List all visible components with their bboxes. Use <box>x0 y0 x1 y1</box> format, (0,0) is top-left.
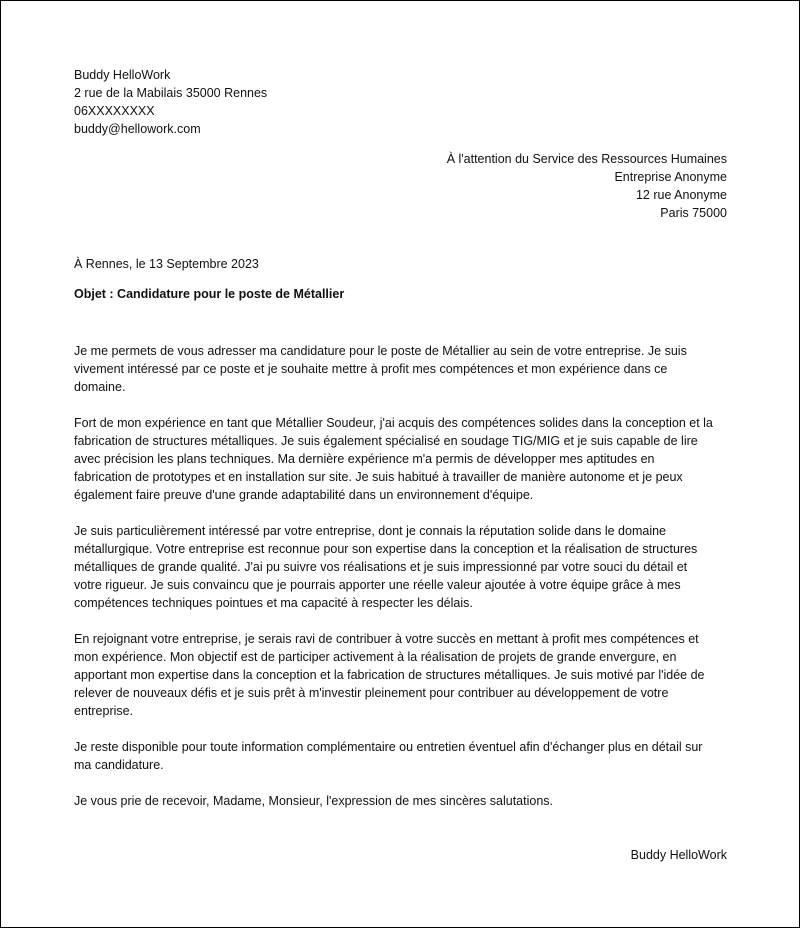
paragraph-line: également faire preuve d'une grande adaptabilité dans un environnement d'équipe. <box>74 488 534 502</box>
paragraph-line: avec précision les plans techniques. Ma dernière expérience m'a permis de développer mes aptitudes en <box>74 452 655 466</box>
paragraph <box>74 630 734 720</box>
letter-body <box>74 342 734 828</box>
recipient-street: 12 rue Anonyme <box>635 188 727 202</box>
paragraph-line: apportant mon expertise dans la conception et la fabrication de structures métalliques. Je suis motivé par l'idée de <box>74 668 705 682</box>
paragraph <box>74 414 734 504</box>
paragraph-line: domaine. <box>74 380 126 394</box>
paragraph-line: compétences techniques pointues et ma capacité à respecter les délais. <box>74 596 473 610</box>
recipient-attention: À l'attention du Service des Ressources Humaines <box>446 152 727 166</box>
paragraph <box>74 342 734 396</box>
paragraph-line: Je reste disponible pour toute information complémentaire ou entretien éventuel afin d'échanger plus en détail sur <box>74 740 703 754</box>
paragraph-line: Je vous prie de recevoir, Madame, Monsieur, l'expression de mes sincères salutations. <box>74 794 554 808</box>
paragraph-line: Je suis particulièrement intéressé par votre entreprise, dont je connais la réputation solide dans le domaine <box>74 524 666 538</box>
paragraph-line: fabrication de prototypes et en installation sur site. Je suis habitué à travailler de manière autonome et je peux <box>74 470 683 484</box>
sender-phone: 06XXXXXXXX <box>74 104 155 118</box>
paragraph-line: métalliques de grande qualité. J'ai pu suivre vos réalisations et je suis impressionné par votre souci du détail et <box>74 560 688 574</box>
sender-name: Buddy HelloWork <box>74 68 171 82</box>
paragraph-line: En rejoignant votre entreprise, je serais ravi de contribuer à votre succès en mettant à profit mes compétences et <box>74 632 699 646</box>
subject-line: Objet : Candidature pour le poste de Métallier <box>74 287 345 301</box>
paragraph-line: vivement intéressé par ce poste et je souhaite mettre à profit mes compétences et mon expérience dans ce <box>74 362 668 376</box>
paragraph-line: métallurgique. Votre entreprise est reconnue pour son expertise dans la conception et la réalisation de structures <box>74 542 698 556</box>
paragraph <box>74 792 734 810</box>
recipient-city: Paris 75000 <box>660 206 727 220</box>
paragraph-line: votre rigueur. Je suis convaincu que je pourrais apporter une réelle valeur ajoutée à votre équipe grâce à mes <box>74 578 681 592</box>
paragraph <box>74 522 734 612</box>
paragraph-line: entreprise. <box>74 704 134 718</box>
paragraph-line: fabrication de structures métalliques. Je suis également spécialisé en soudage TIG/MIG et je suis capable de lire <box>74 434 698 448</box>
paragraph <box>74 738 734 774</box>
sender-block <box>74 66 267 138</box>
paragraph-line: ma candidature. <box>74 758 164 772</box>
recipient-company: Entreprise Anonyme <box>614 170 727 184</box>
paragraph-line: Fort de mon expérience en tant que Métallier Soudeur, j'ai acquis des compétences solides dans la conception et la <box>74 416 713 430</box>
signature: Buddy HelloWork <box>630 848 727 862</box>
paragraph-line: Je me permets de vous adresser ma candidature pour le poste de Métallier au sein de votre entreprise. Je suis <box>74 344 687 358</box>
place-date: À Rennes, le 13 Septembre 2023 <box>74 257 259 271</box>
paragraph-line: mon expérience. Mon objectif est de participer activement à la réalisation de projets de grande envergure, en <box>74 650 677 664</box>
sender-address: 2 rue de la Mabilais 35000 Rennes <box>74 86 268 100</box>
sender-email: buddy@hellowork.com <box>74 122 201 136</box>
paragraph-line: relever de nouveaux défis et je suis prêt à m'investir pleinement pour contribuer au développement de votre <box>74 686 669 700</box>
recipient-block <box>447 150 727 222</box>
